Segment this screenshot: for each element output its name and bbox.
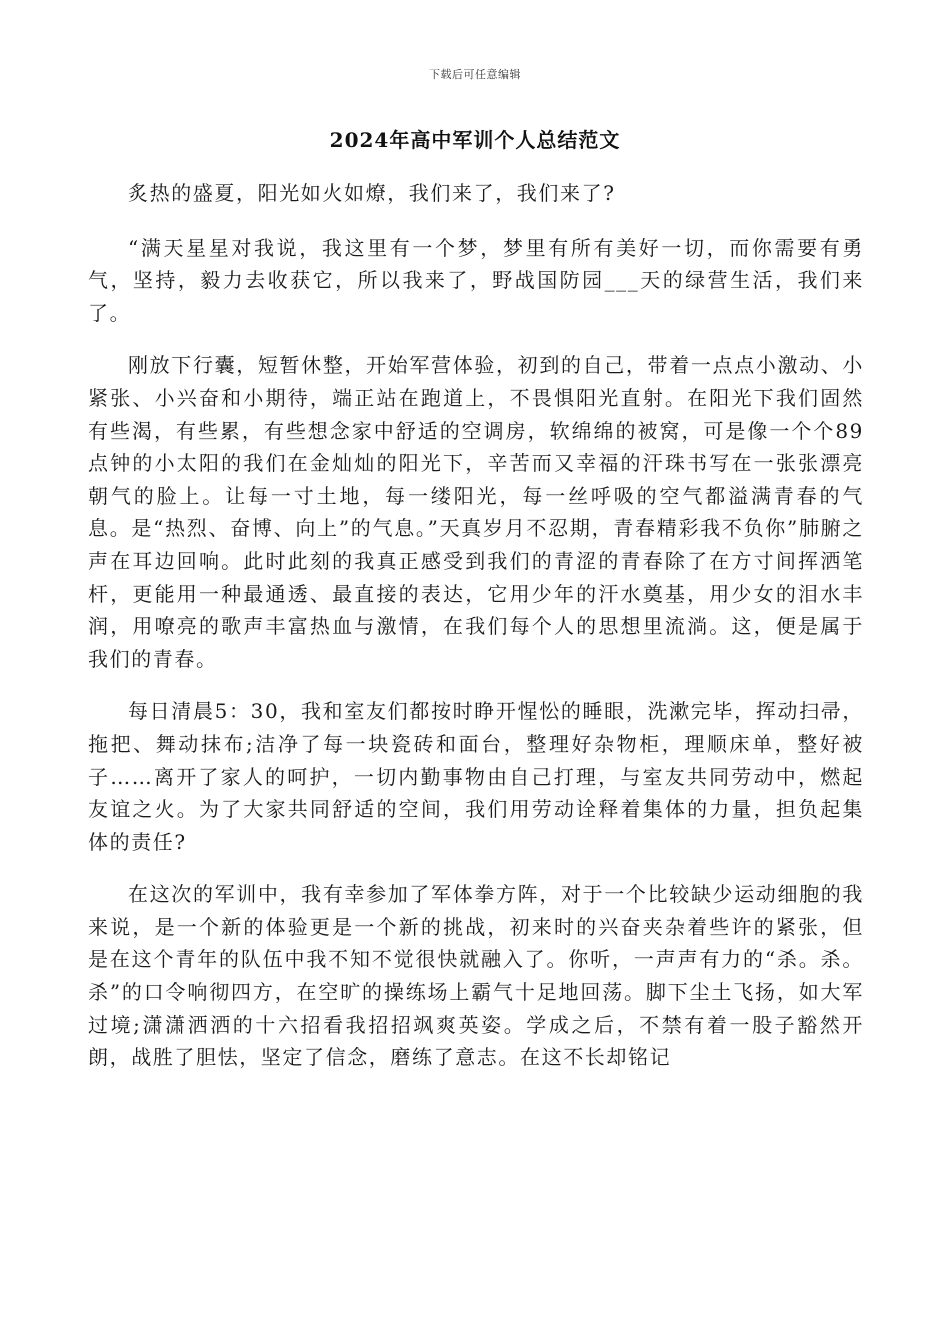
header-note: 下载后可任意编辑 [429, 68, 521, 81]
paragraph-intro: 炙热的盛夏，阳光如火如燎，我们来了，我们来了? [128, 181, 616, 205]
paragraph-dream-quote: “满天星星对我说，我这里有一个梦，梦里有所有美好一切，而你需要有勇气，坚持，毅力去收获它，所以我来了，野战国防园___天的绿营生活，我们来了。 [88, 235, 864, 325]
paragraph-military-boxing: 在这次的军训中，我有幸参加了军体拳方阵，对于一个比较缺少运动细胞的我来说，是一个新的体验更是一个新的挑战，初来时的兴奋夹杂着些许的紧张，但是在这个青年的队伍中我不知不觉很快就融入了。你听，一声声有力的“杀。杀。杀”的口令响彻四方，在空旷的操练场上霸气十足地回荡。脚下尘土飞扬，如大军过境;潇潇洒洒的十六招看我招招飒爽英姿。学成之后，不禁有着一股子豁然开朗，战胜了胆怯，坚定了信念，磨练了意志。在这不长却铭记 [88, 882, 864, 1070]
document-body [88, 177, 864, 1094]
paragraph-morning-chores: 每日清晨5：30，我和室友们都按时睁开惺忪的睡眼，洗漱完毕，挥动扫帚，拖把、舞动抹布;洁净了每一块瓷砖和面台，整理好杂物柜，理顺床单，整好被子……离开了家人的呵护，一切内勤事物由自己打理，与室友共同劳动中，燃起友谊之火。为了大家共同舒适的空间，我们用劳动诠释着集体的力量，担负起集体的责任? [88, 699, 864, 854]
document-title: 2024年高中军训个人总结范文 [329, 128, 621, 152]
paragraph-camp-arrival: 刚放下行囊，短暂休整，开始军营体验，初到的自己，带着一点点小激动、小紧张、小兴奋和小期待，端正站在跑道上，不畏惧阳光直射。在阳光下我们固然有些渴，有些累，有些想念家中舒适的空调房，软绵绵的被窝，可是像一个个89点钟的小太阳的我们在金灿灿的阳光下，辛苦而又幸福的汗珠书写在一张张漂亮朝气的脸上。让每一寸土地，每一缕阳光，每一丝呼吸的空气都溢满青春的气息。是“热烈、奋博、向上”的气息。”天真岁月不忍期，青春精彩我不负你”肺腑之声在耳边回响。此时此刻的我真正感受到我们的青涩的青春除了在方寸间挥洒笔杆，更能用一种最通透、最直接的表达，它用少年的汗水奠基，用少女的泪水丰润，用嘹亮的歌声丰富热血与激情，在我们每个人的思想里流淌。这，便是属于我们的青春。 [88, 353, 864, 671]
